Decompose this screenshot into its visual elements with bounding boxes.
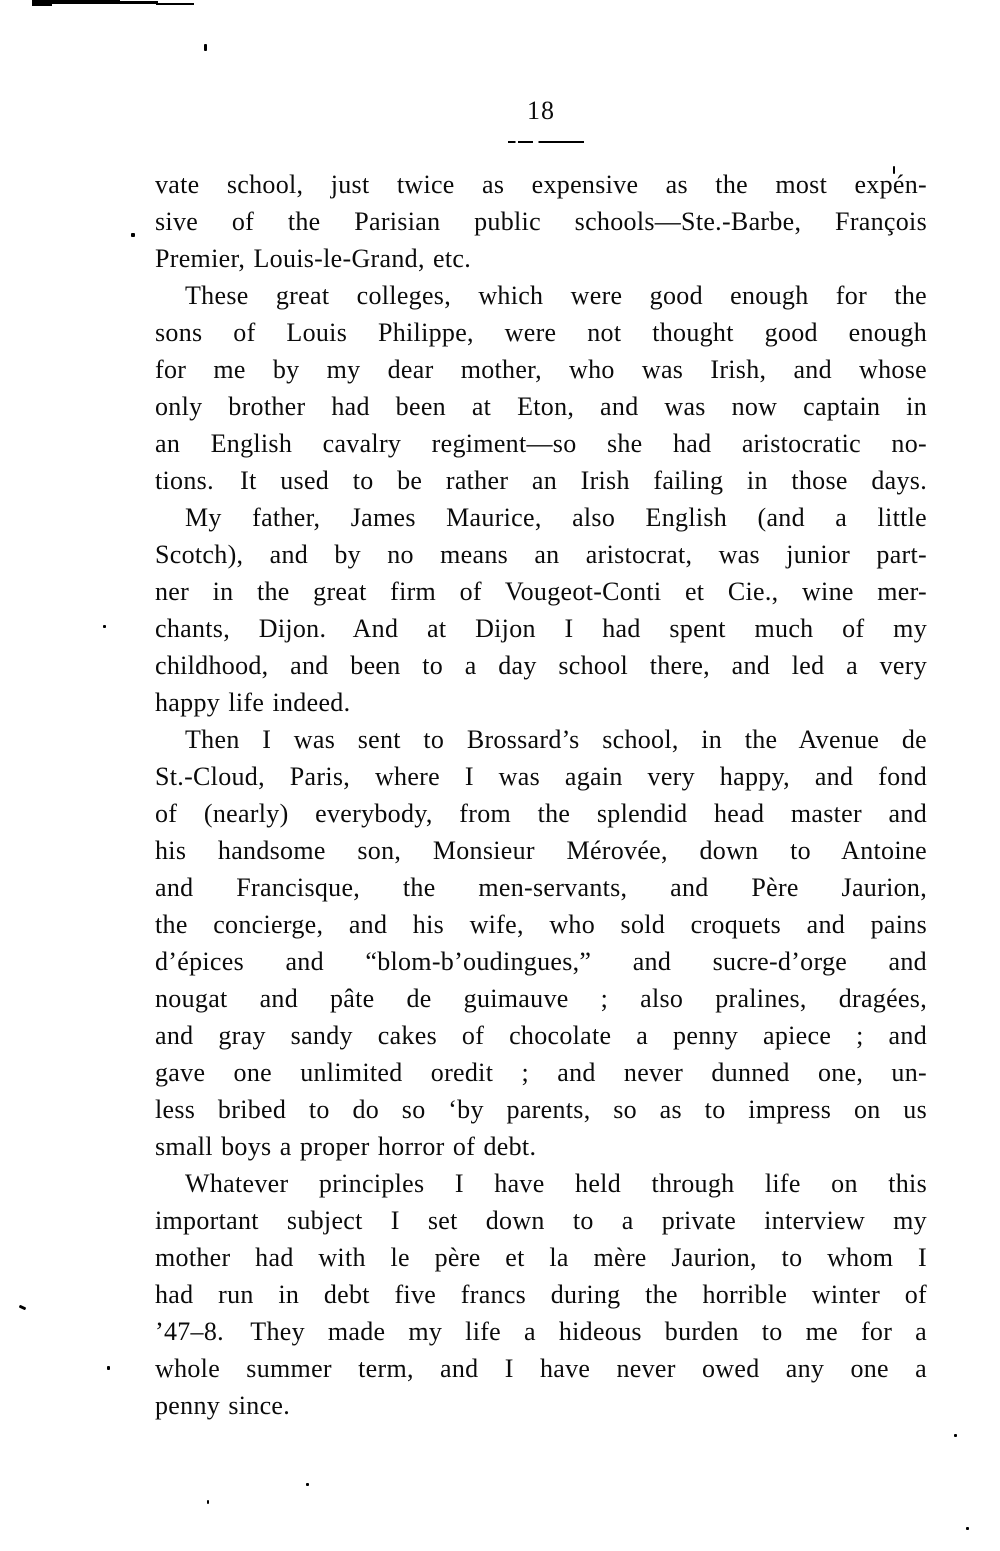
- ink-speck: [107, 1366, 110, 1370]
- text-line: less bribed to do so ‘by parents, so as to impress on us: [155, 1095, 927, 1124]
- scan-artifact-bar: [32, 0, 52, 6]
- text-line: ner in the great firm of Vougeot-Conti et Cie., wine mer-: [155, 577, 927, 606]
- header-rule: [508, 141, 584, 143]
- paragraph: [155, 1165, 927, 1424]
- text-line: These great colleges, which were good enough for the: [185, 281, 927, 310]
- text-line: gave one unlimited oredit ; and never dunned one, un-: [155, 1058, 927, 1087]
- text-line: of (nearly) everybody, from the splendid head master and: [155, 799, 927, 828]
- text-line: sive of the Parisian public schools—Ste.-Barbe, François: [155, 207, 927, 236]
- text-line: and Francisque, the men-servants, and Père Jaurion,: [155, 873, 927, 902]
- ink-speck: [306, 1483, 309, 1486]
- text-line: his handsome son, Monsieur Mérovée, down to Antoine: [155, 836, 927, 865]
- ink-speck: [204, 44, 207, 51]
- text-line: for me by my dear mother, who was Irish, and whose: [155, 355, 927, 384]
- text-line: d’épices and “blom-b’oudingues,” and sucre-d’orge and: [155, 947, 927, 976]
- text-line: small boys a proper horror of debt.: [155, 1132, 537, 1161]
- ink-speck: [19, 1305, 27, 1311]
- ink-speck: [207, 1500, 209, 1504]
- paragraph: [155, 166, 927, 277]
- ink-speck: [131, 233, 135, 237]
- paragraph: [155, 499, 927, 721]
- ink-speck: [966, 1527, 969, 1530]
- text-line: the concierge, and his wife, who sold croquets and pains: [155, 910, 927, 939]
- text-line: sons of Louis Philippe, were not thought good enough: [155, 318, 927, 347]
- text-line: only brother had been at Eton, and was now captain in: [155, 392, 927, 421]
- scan-artifact-bar: [118, 1, 158, 4]
- text-line: My father, James Maurice, also English (and a little: [185, 503, 927, 532]
- text-line: important subject I set down to a private interview my: [155, 1206, 927, 1235]
- text-line: whole summer term, and I have never owed any one a: [155, 1354, 927, 1383]
- text-line: nougat and pâte de guimauve ; also pralines, dragées,: [155, 984, 927, 1013]
- text-line: ’47–8. They made my life a hideous burden to me for a: [155, 1317, 927, 1346]
- text-line: Then I was sent to Brossard’s school, in the Avenue de: [185, 725, 927, 754]
- text-block: [155, 166, 927, 1424]
- text-line: an English cavalry regiment—so she had aristocratic no-: [155, 429, 927, 458]
- text-line: St.-Cloud, Paris, where I was again very happy, and fond: [155, 762, 927, 791]
- paragraph: [155, 721, 927, 1165]
- text-line: happy life indeed.: [155, 688, 351, 717]
- text-line: chants, Dijon. And at Dijon I had spent much of my: [155, 614, 927, 643]
- text-line: had run in debt five francs during the horrible winter of: [155, 1280, 927, 1309]
- text-line: mother had with le père et la mère Jaurion, to whom I: [155, 1243, 927, 1272]
- text-line: and gray sandy cakes of chocolate a penny apiece ; and: [155, 1021, 927, 1050]
- page-number: 18: [527, 96, 555, 125]
- paragraph: [155, 277, 927, 499]
- text-line: penny since.: [155, 1391, 291, 1420]
- text-line: tions. It used to be rather an Irish failing in those days.: [155, 466, 927, 495]
- scan-artifact-bar: [50, 0, 120, 4]
- scan-artifact-bar: [156, 3, 194, 5]
- ink-speck: [103, 625, 106, 628]
- ink-speck: [954, 1434, 957, 1437]
- text-line: vate school, just twice as expensive as the most expén-: [155, 170, 927, 199]
- text-line: Scotch), and by no means an aristocrat, was junior part-: [155, 540, 927, 569]
- text-line: childhood, and been to a day school there, and led a very: [155, 651, 927, 680]
- text-line: Whatever principles I have held through life on this: [185, 1169, 927, 1198]
- text-line: Premier, Louis-le-Grand, etc.: [155, 244, 472, 273]
